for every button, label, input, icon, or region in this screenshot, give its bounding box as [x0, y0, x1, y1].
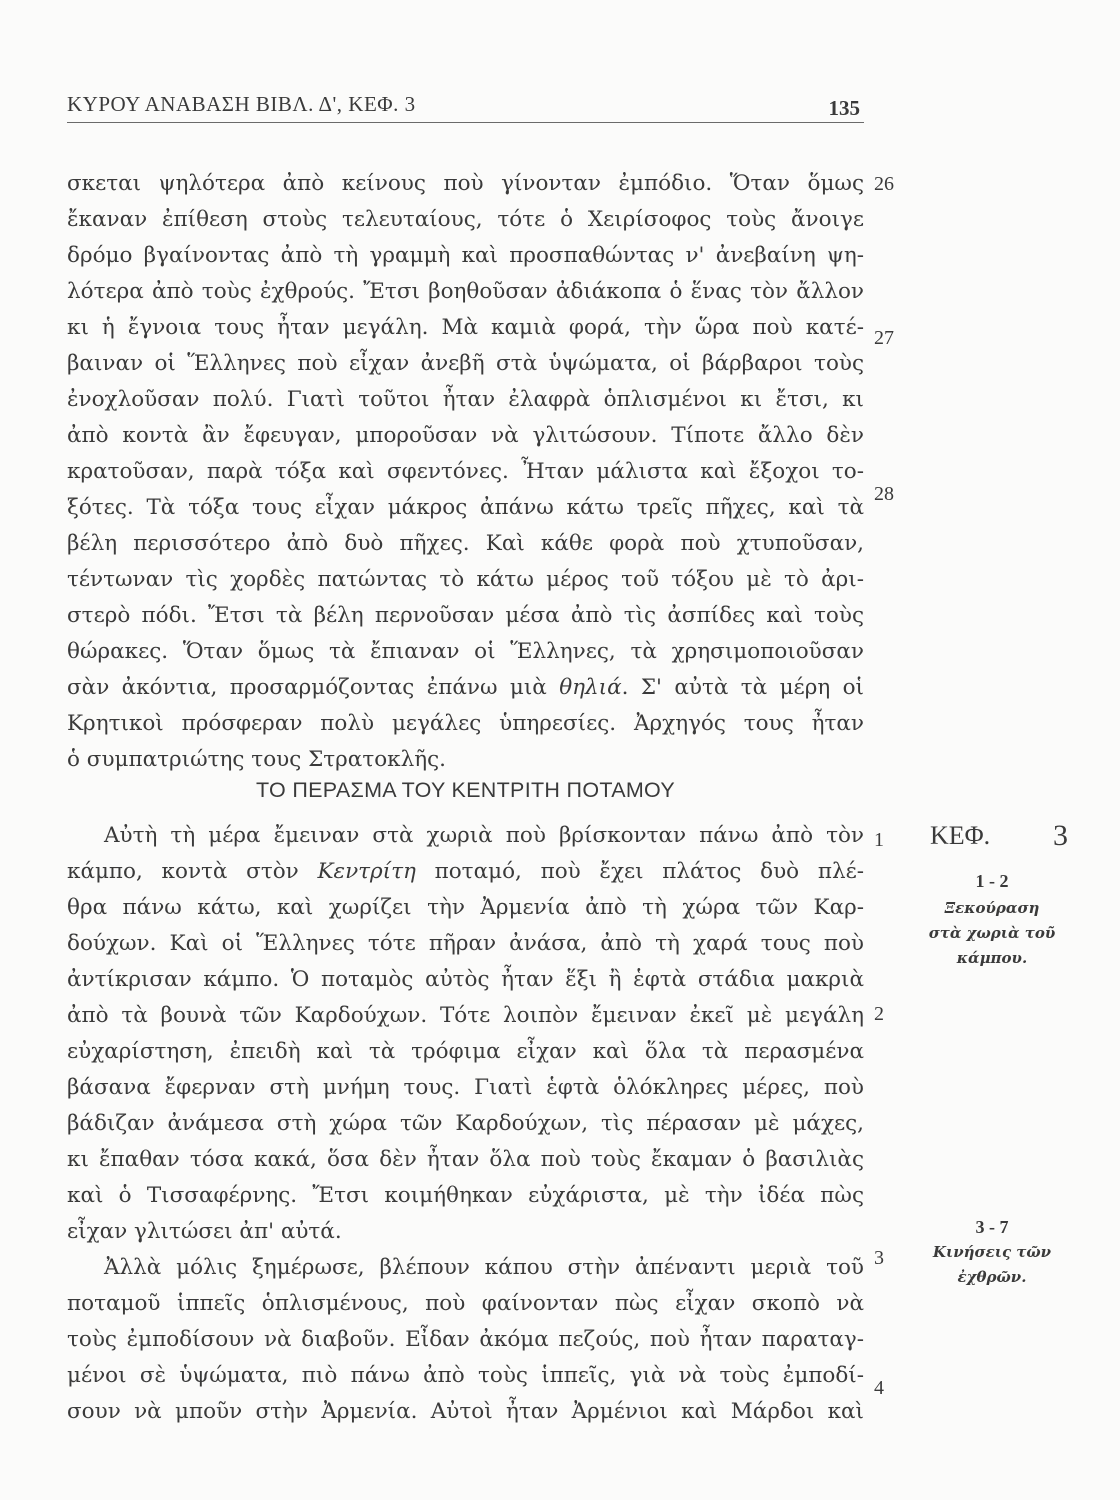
text-line — [67, 854, 864, 890]
text-line: ὁ συμπατριώτης τους Στρατοκλῆς. — [67, 747, 446, 772]
text-line: Αὐτὴ τὴ μέρα ἔμειναν στὰ χωριὰ ποὺ βρίσκονταν πάνω ἀπὸ τὸν — [104, 823, 864, 848]
text-line: ἐνοχλοῦσαν πολύ. Γιατὶ τοῦτοι ἦταν ἐλαφρὰ ὁπλισμένοι κι ἔτσι, κι — [67, 387, 864, 412]
margin-number: 2 — [874, 1003, 884, 1025]
running-head — [67, 92, 864, 123]
margin-number: 28 — [874, 483, 894, 505]
section-heading: ΤΟ ΠΕΡΑΣΜΑ ΤΟΥ ΚΕΝΤΡΙΤΗ ΠΟΤΑΜΟΥ — [255, 778, 676, 802]
summary-range: 1 - 2 — [975, 871, 1009, 891]
margin-number: 27 — [874, 327, 894, 349]
text-line: ποταμοῦ ἱππεῖς ὁπλισμένους, ποὺ φαίνονταν πὼς εἶχαν σκοπὸ νὰ — [67, 1291, 864, 1316]
text-line: καὶ ὁ Τισσαφέρνης. Ἔτσι κοιμήθηκαν εὐχάριστα, μὲ τὴν ἰδέα πὼς — [67, 1183, 864, 1208]
text-line: βάδιζαν ἀνάμεσα στὴ χώρα τῶν Καρδούχων, τὶς πέρασαν μὲ μάχες, — [67, 1111, 864, 1136]
text-line: κι ἔπαθαν τόσα κακά, ὅσα δὲν ἦταν ὅλα ποὺ τοὺς ἔκαμαν ὁ βασιλιὰς — [67, 1147, 864, 1172]
summary-line: κάμπου. — [956, 949, 1028, 967]
text-line: σκεται ψηλότερα ἀπὸ κείνους ποὺ γίνονταν ἐμπόδιο. Ὅταν ὅμως — [67, 171, 864, 196]
text-span: σὰν ἀκόντια, προσαρμόζοντας ἐπάνω μιὰ — [67, 675, 547, 700]
text-line: δούχων. Καὶ οἱ Ἕλληνες τότε πῆραν ἀνάσα, ἀπὸ τὴ χαρά τους ποὺ — [67, 931, 864, 956]
summary-range: 3 - 7 — [975, 1217, 1009, 1237]
text-line: ἀπὸ κοντὰ ἂν ἔφευγαν, μποροῦσαν νὰ γλιτώσουν. Τίποτε ἄλλο δὲν — [67, 423, 864, 448]
text-span: . Σ' αὐτὰ τὰ μέρη οἱ — [621, 675, 864, 700]
text-line: εἶχαν γλιτώσει ἀπ' αὐτά. — [67, 1219, 342, 1244]
italic-term: Κεντρίτη — [317, 859, 416, 884]
italic-term: θηλιά — [559, 675, 622, 700]
text-line: βέλη περισσότερο ἀπὸ δυὸ πῆχες. Καὶ κάθε φορὰ ποὺ χτυποῦσαν, — [67, 531, 864, 556]
text-line: ἀντίκρισαν κάμπο. Ὁ ποταμὸς αὐτὸς ἦταν ἕξι ἢ ἑφτὰ στάδια μακριὰ — [67, 967, 864, 992]
text-line: θρα πάνω κάτω, καὶ χωρίζει τὴν Ἀρμενία ἀπὸ τὴ χώρα τῶν Καρ- — [67, 895, 864, 920]
chapter-marker — [916, 814, 1068, 858]
text-line: ἀπὸ τὰ βουνὰ τῶν Καρδούχων. Τότε λοιπὸν ἔμειναν ἐκεῖ μὲ μεγάλη — [67, 1003, 864, 1028]
text-line: εὐχαρίστηση, ἐπειδὴ καὶ τὰ τρόφιμα εἶχαν καὶ ὅλα τὰ περασμένα — [67, 1039, 864, 1064]
text-line: τέντωναν τὶς χορδὲς πατώντας τὸ κάτω μέρος τοῦ τόξου μὲ τὸ ἀρι- — [67, 567, 864, 592]
summary-note — [916, 1240, 1068, 1290]
text-line — [67, 670, 864, 706]
text-line: τοὺς ἐμποδίσουν νὰ διαβοῦν. Εἶδαν ἀκόμα πεζούς, ποὺ ἦταν παραταγ- — [67, 1327, 864, 1352]
margin-number: 3 — [874, 1247, 884, 1269]
text-line: βαιναν οἱ Ἕλληνες ποὺ εἶχαν ἀνεβῆ στὰ ὑψώματα, οἱ βάρβαροι τοὺς — [67, 351, 864, 376]
chapter-number: 3 — [1053, 819, 1068, 852]
summary-line: στὰ χωριὰ τοῦ — [928, 924, 1056, 942]
text-line: θώρακες. Ὅταν ὅμως τὰ ἔπιαναν οἱ Ἕλληνες, τὰ χρησιμοποιοῦσαν — [67, 639, 864, 664]
text-line: σουν νὰ μποῦν στὴν Ἀρμενία. Αὐτοὶ ἦταν Ἀρμένιοι καὶ Μάρδοι καὶ — [67, 1399, 864, 1424]
text-line: ξότες. Τὰ τόξα τους εἶχαν μάκρος ἀπάνω κάτω τρεῖς πῆχες, καὶ τὰ — [67, 495, 864, 520]
margin-number: 26 — [874, 173, 894, 195]
text-span: κάμπο, κοντὰ στὸν — [67, 859, 299, 884]
page-number: 135 — [828, 96, 860, 120]
text-line: στερὸ πόδι. Ἔτσι τὰ βέλη περνοῦσαν μέσα ἀπὸ τὶς ἀσπίδες καὶ τοὺς — [67, 603, 864, 628]
text-line: ἔκαναν ἐπίθεση στοὺς τελευταίους, τότε ὁ Χειρίσοφος τοὺς ἄνοιγε — [67, 207, 864, 232]
text-span: ποταμό, ποὺ ἔχει πλάτος δυὸ πλέ- — [415, 859, 864, 884]
text-line: βάσανα ἔφερναν στὴ μνήμη τους. Γιατὶ ἑφτὰ ὁλόκληρες μέρες, ποὺ — [67, 1075, 864, 1100]
margin-number: 4 — [874, 1377, 884, 1399]
text-line: δρόμο βγαίνοντας ἀπὸ τὴ γραμμὴ καὶ προσπαθώντας ν' ἀνεβαίνη ψη- — [67, 243, 864, 268]
running-head-title: ΚΥΡΟΥ ΑΝΑΒΑΣΗ ΒΙΒΛ. Δ', ΚΕΦ. 3 — [67, 92, 416, 116]
text-line: λότερα ἀπὸ τοὺς ἐχθρούς. Ἔτσι βοηθοῦσαν ἀδιάκοπα ὁ ἕνας τὸν ἄλλον — [67, 279, 864, 304]
summary-line: Κινήσεις τῶν — [932, 1243, 1052, 1261]
text-line: κι ἡ ἔγνοια τους ἦταν μεγάλη. Μὰ καμιὰ φορά, τὴν ὥρα ποὺ κατέ- — [67, 315, 864, 340]
summary-note — [916, 896, 1068, 971]
text-line: Ἀλλὰ μόλις ξημέρωσε, βλέπουν κάπου στὴν ἀπέναντι μεριὰ τοῦ — [104, 1255, 864, 1280]
text-line: μένοι σὲ ὑψώματα, πιὸ πάνω ἀπὸ τοὺς ἱππεῖς, γιὰ νὰ τοὺς ἐμποδί- — [67, 1363, 864, 1388]
summary-line: Ξεκούραση — [944, 899, 1040, 917]
text-line: κρατοῦσαν, παρὰ τόξα καὶ σφεντόνες. Ἦταν μάλιστα καὶ ἔξοχοι το- — [67, 459, 864, 484]
text-line: Κρητικοὶ πρόσφεραν πολὺ μεγάλες ὑπηρεσίες. Ἀρχηγός τους ἦταν — [67, 711, 864, 736]
summary-line: ἐχθρῶν. — [957, 1268, 1027, 1286]
chapter-label: ΚΕΦ. — [930, 821, 991, 850]
margin-number: 1 — [874, 829, 884, 851]
